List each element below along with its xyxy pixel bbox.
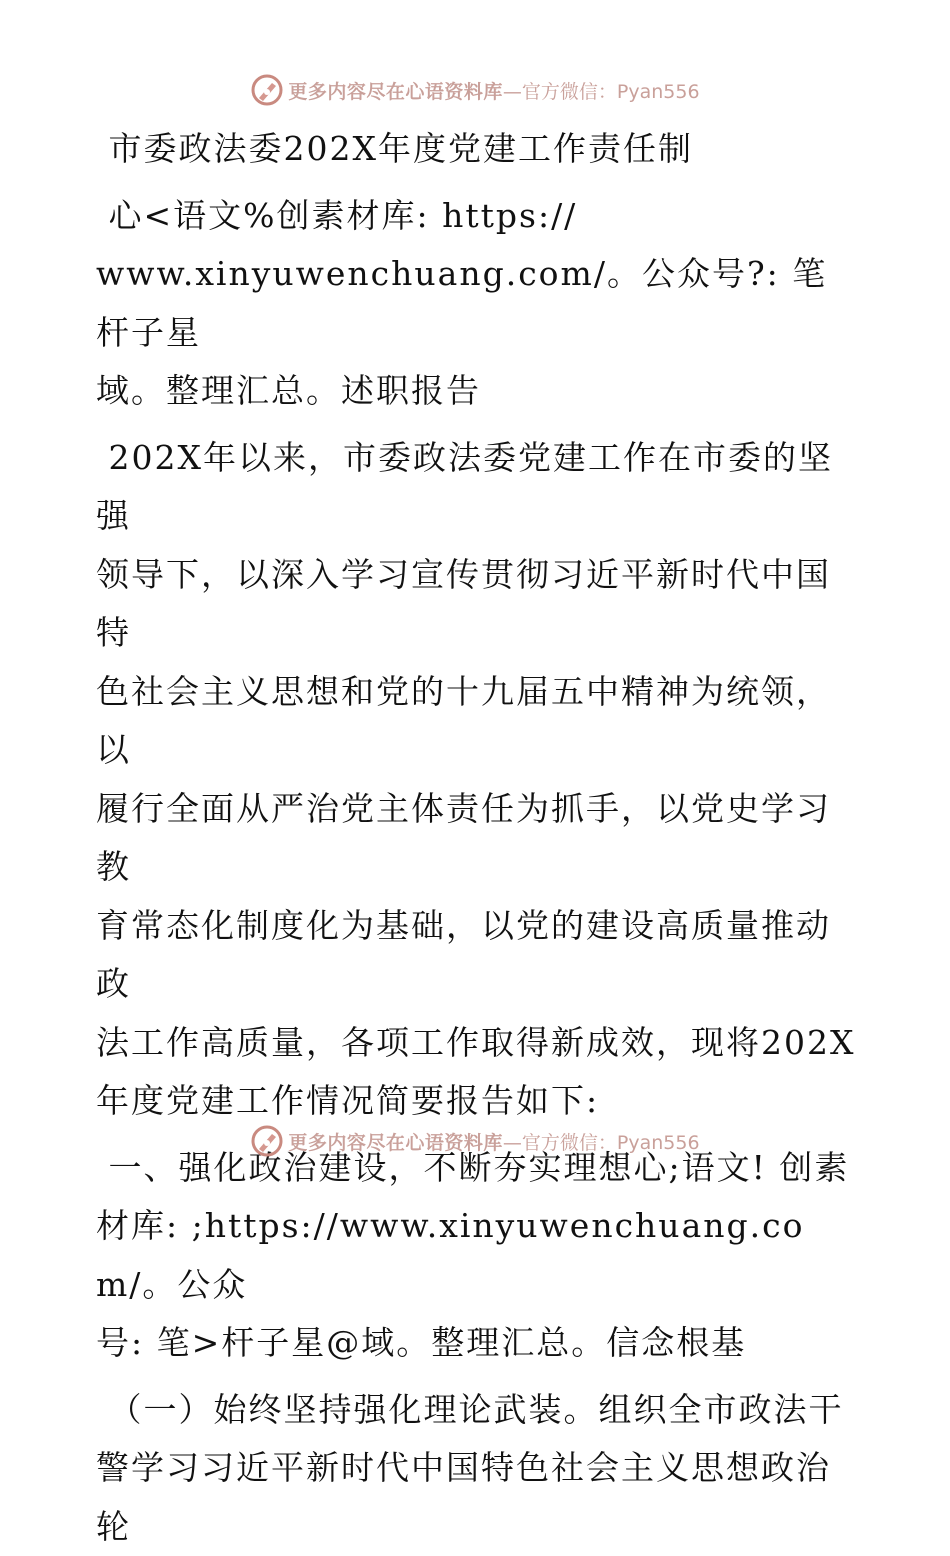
banner-main-text: 更多内容尽在心语资料库	[288, 1128, 503, 1155]
banner-wechat-text: —官方微信：Pyan556	[503, 1128, 700, 1155]
banner-main-text: 更多内容尽在心语资料库	[288, 77, 503, 104]
paragraph: 202X年以来，市委政法委党建工作在市委的坚强 领导下，以深入学习宣传贯彻习近平新时代中国特 色社会主义思想和党的十九届五中精神为统领，以 履行全面从严治党主体责任为抓手，以党史学习教 育常态化制度化为基础，以党的建设高质量推动政 法工作高质量，各项工作取得新成效，现将202X 年度党建工作情况简要报告如下:	[96, 429, 856, 1131]
header-watermark	[0, 70, 950, 110]
pen-logo-icon	[250, 73, 284, 107]
document-title: 市委政法委202X年度党建工作责任制	[96, 120, 856, 179]
paragraph: （一）始终坚持强化理论武装。组织全市政法干 警学习习近平新时代中国特色社会主义思想政治轮	[96, 1381, 856, 1556]
document-body	[96, 120, 856, 1556]
section-heading: 一、强化政治建设，不断夯实理想心;语文! 创素 材库: ;https://www.xinyuwenchuang.com/。公众 号: 笔>杆子星@域。整理汇总。信念根基	[96, 1139, 856, 1373]
paragraph: 心<语文%创素材库: https:// www.xinyuwenchuang.com/。公众号?: 笔杆子星 域。整理汇总。述职报告	[96, 187, 856, 421]
banner-wechat-text: —官方微信：Pyan556	[503, 77, 700, 104]
footer-watermark	[0, 1121, 950, 1161]
pen-logo-icon	[250, 1124, 284, 1158]
